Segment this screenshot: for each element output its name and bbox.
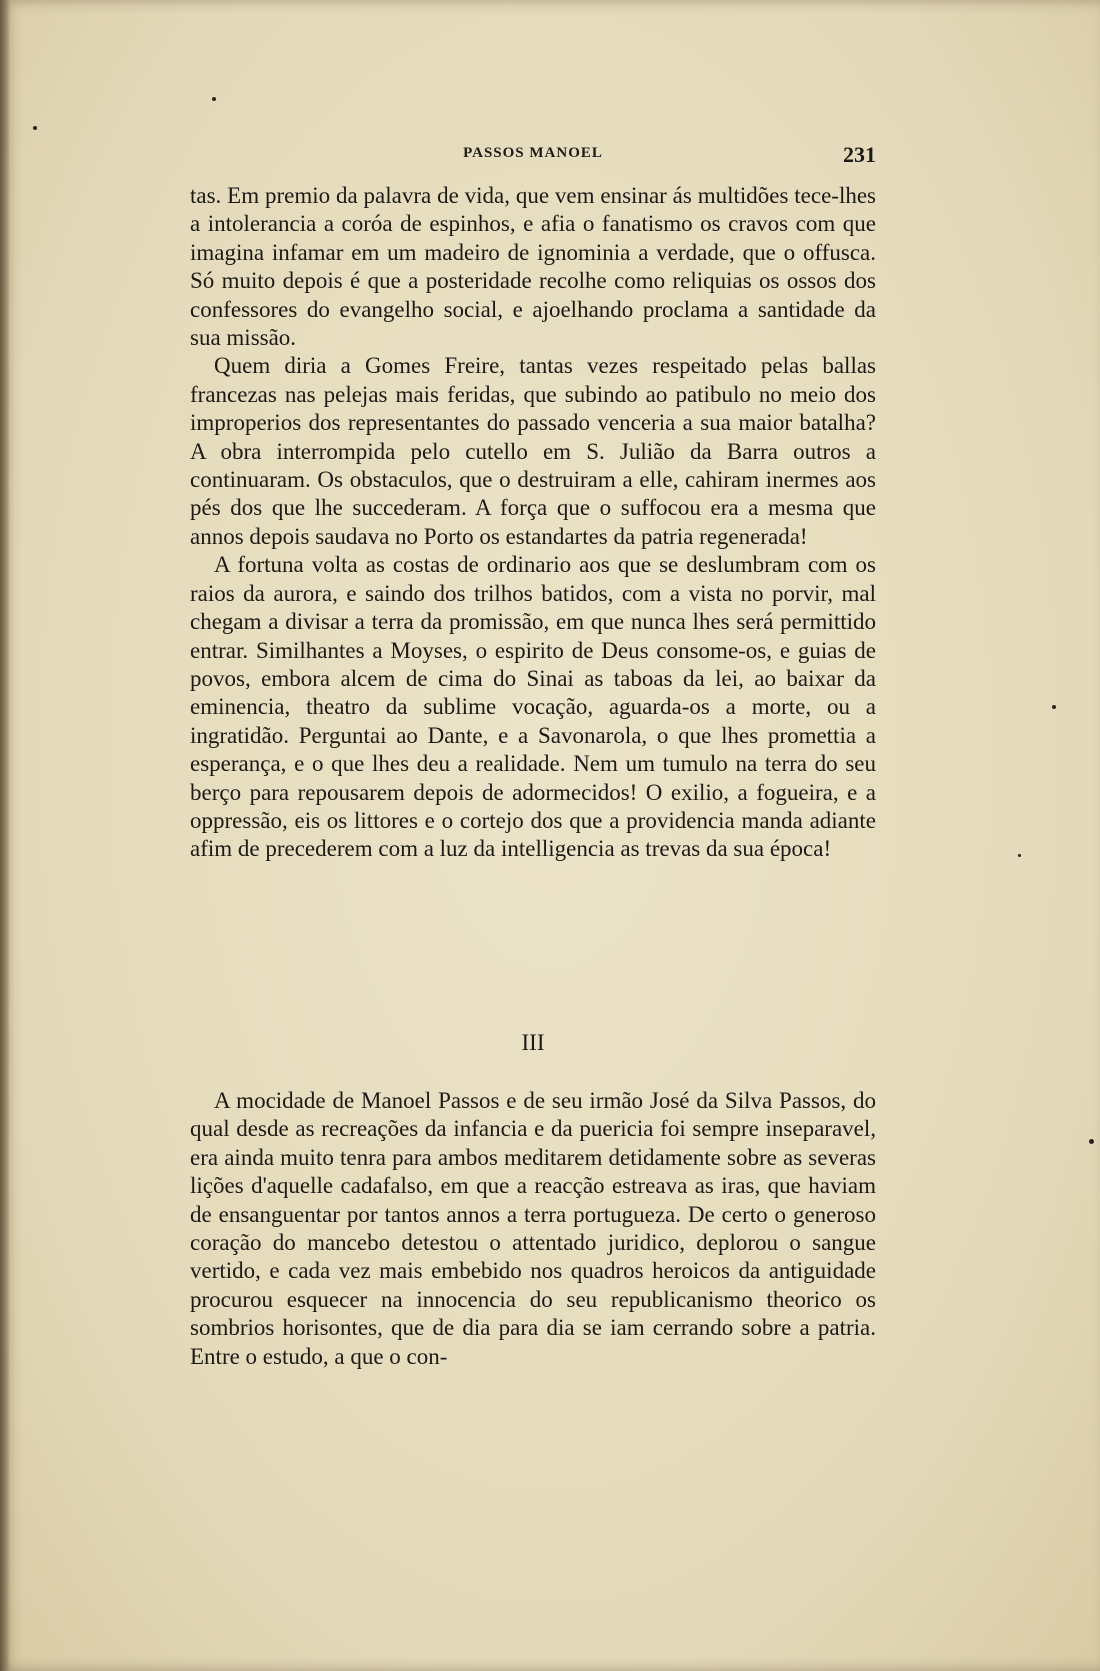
body-text-part2: [190, 1087, 876, 1371]
page-number: 231: [843, 142, 876, 167]
paragraph-3: A fortuna volta as costas de ordinario aos que se deslumbram com os raios da aurora, e saindo dos trilhos batidos, com a vista no porvir, mal chegam a divisar a terra da promissão, em que nunca lhes será permittido entrar. Similhantes a Moyses, o espirito de Deus consome-os, e guias de povos, embora alcem de cima do Sinai as taboas da lei, ao baixar da eminencia, theatro da sublime vocação, aguarda-os a morte, ou a ingratidão. Perguntai ao Dante, e a Savonarola, o que lhes promettia a esperança, e o que lhes deu a realidade. Nem um tumulo na terra do seu berço para repousarem depois de adormecidos! O exilio, a fogueira, e a oppressão, eis os littores e o cortejo dos que a providencia manda adiante afim de precederem com a luz da intelligencia as trevas da sua época!: [190, 552, 876, 862]
paper-speck: [1052, 705, 1056, 709]
paper-speck: [212, 97, 216, 101]
paragraph-4: A mocidade de Manoel Passos e de seu irmão José da Silva Passos, do qual desde as recreações da infancia e da puericia foi sempre inseparavel, era ainda muito tenra para ambos meditarem detidamente sobre as severas lições d'aquelle cadafalso, em que a reacção estreava as iras, que haviam de ensanguentar por tantos annos a terra portugueza. De certo o generoso coração do mancebo detestou o attentado juridico, deplorou o sangue vertido, e cada vez mais embebido nos quadros heroicos da antiguidade procurou esquecer na innocencia do seu republicanismo theorico os sombrios horisontes, que de dia para dia se iam cerrando sobre a patria. Entre o estudo, a que o con-: [190, 1088, 876, 1369]
section-heading: III: [521, 1030, 545, 1055]
paragraph-2: Quem diria a Gomes Freire, tantas vezes respeitado pelas ballas francezas nas pelejas mais feridas, que subindo ao patibulo no meio dos improperios dos representantes do passado venceria a sua maior batalha? A obra interrompida pelo cutello em S. Julião da Barra outros a continuaram. Os obstaculos, que o destruiram a elle, cahiram inermes aos pés dos que lhe succederam. A força que o suffocou era a mesma que annos depois saudava no Porto os estandartes da patria regenerada!: [190, 353, 876, 549]
body-text-part1: [190, 182, 876, 864]
running-head: [190, 142, 876, 166]
paper-speck: [1089, 1139, 1094, 1144]
paragraph-1: tas. Em premio da palavra de vida, que vem ensinar ás multidões tece-lhes a intolerancia a coróa de espinhos, e afia o fanatismo os cravos com que imagina infamar em um madeiro de ignominia a verdade, que o offusca. Só muito depois é que a posteridade recolhe como reliquias os ossos dos confessores do evangelho social, e ajoelhando proclama a santidade da sua missão.: [190, 183, 876, 351]
running-head-title: PASSOS MANOEL: [463, 145, 603, 161]
page-binding-edge: [0, 0, 10, 1671]
paper-speck: [33, 126, 37, 130]
paper-speck: [1018, 854, 1021, 857]
